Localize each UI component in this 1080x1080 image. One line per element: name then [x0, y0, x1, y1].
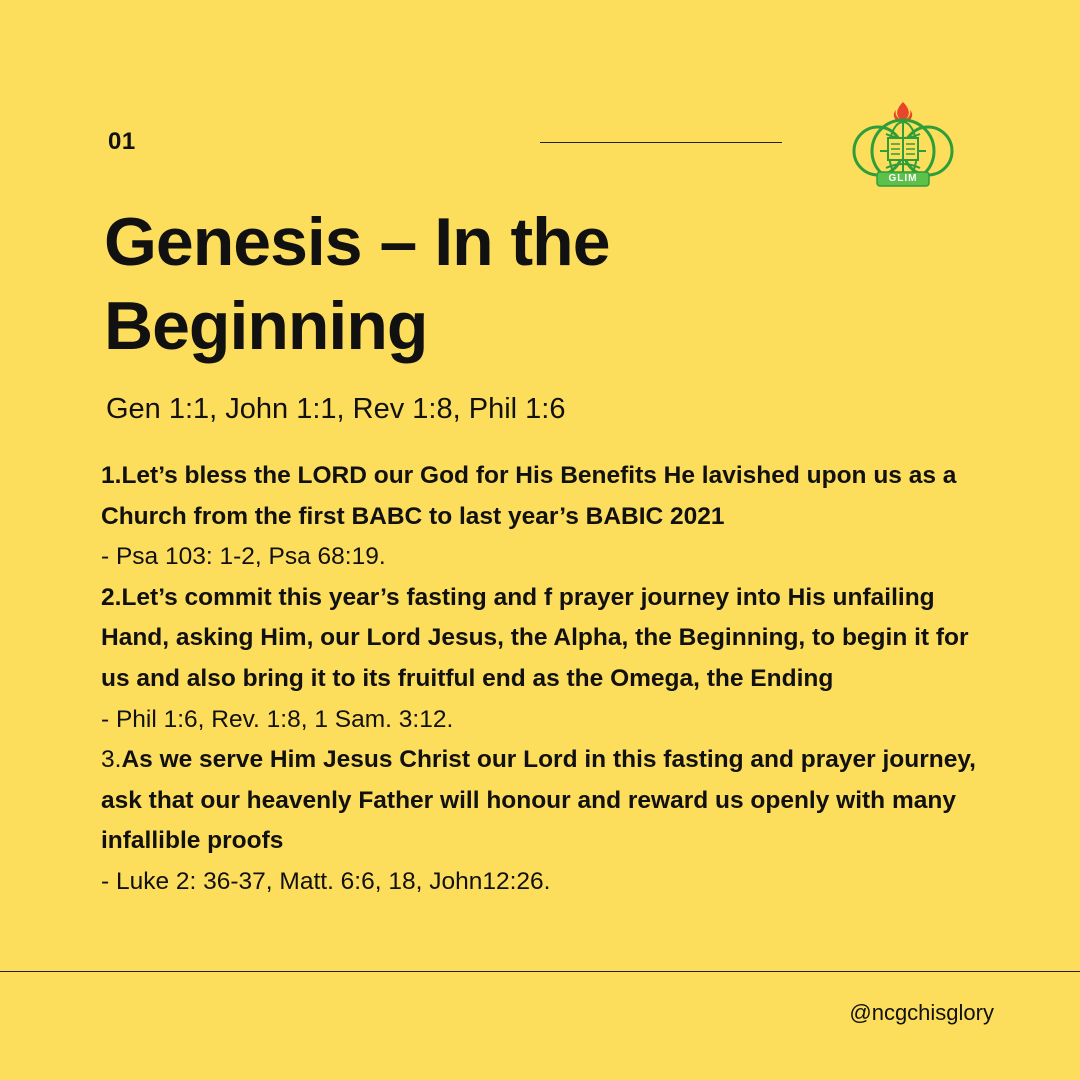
- point-text: Let’s commit this year’s fasting and f prayer journey into His unfailing Hand, asking Him, our Lord Jesus, the Alpha, the Beginning, to begin it for us and also bring it to its fruitful end as the Omega, the Ending: [101, 583, 969, 692]
- logo-text: GLIM: [888, 173, 918, 184]
- point-number: 1.: [101, 462, 122, 489]
- point-references: - Luke 2: 36-37, Matt. 6:6, 18, John12:26.: [101, 867, 551, 895]
- page-number: 01: [108, 128, 136, 155]
- prayer-point: [101, 578, 991, 700]
- prayer-points: [101, 456, 991, 903]
- top-divider: [540, 142, 782, 143]
- bottom-divider: [0, 971, 1080, 972]
- scripture-references: Gen 1:1, John 1:1, Rev 1:8, Phil 1:6: [106, 393, 566, 425]
- point-text: Let’s bless the LORD our God for His Benefits He lavished upon us as a Church from the first BABC to last year’s BABIC 2021: [101, 462, 957, 530]
- point-number: 3.: [101, 746, 122, 774]
- point-references: - Phil 1:6, Rev. 1:8, 1 Sam. 3:12.: [101, 705, 454, 733]
- social-handle: @ncgchisglory: [849, 1000, 994, 1025]
- prayer-point: [101, 456, 991, 537]
- prayer-point: [101, 740, 991, 862]
- point-number: 2.: [101, 583, 122, 611]
- point-text: As we serve Him Jesus Christ our Lord in this fasting and prayer journey, ask that our heavenly Father will honour and reward us openly with many infallible proofs: [101, 746, 976, 855]
- point-references: - Psa 103: 1-2, Psa 68:19.: [101, 543, 386, 571]
- page-title: Genesis – In the Beginning: [104, 204, 610, 364]
